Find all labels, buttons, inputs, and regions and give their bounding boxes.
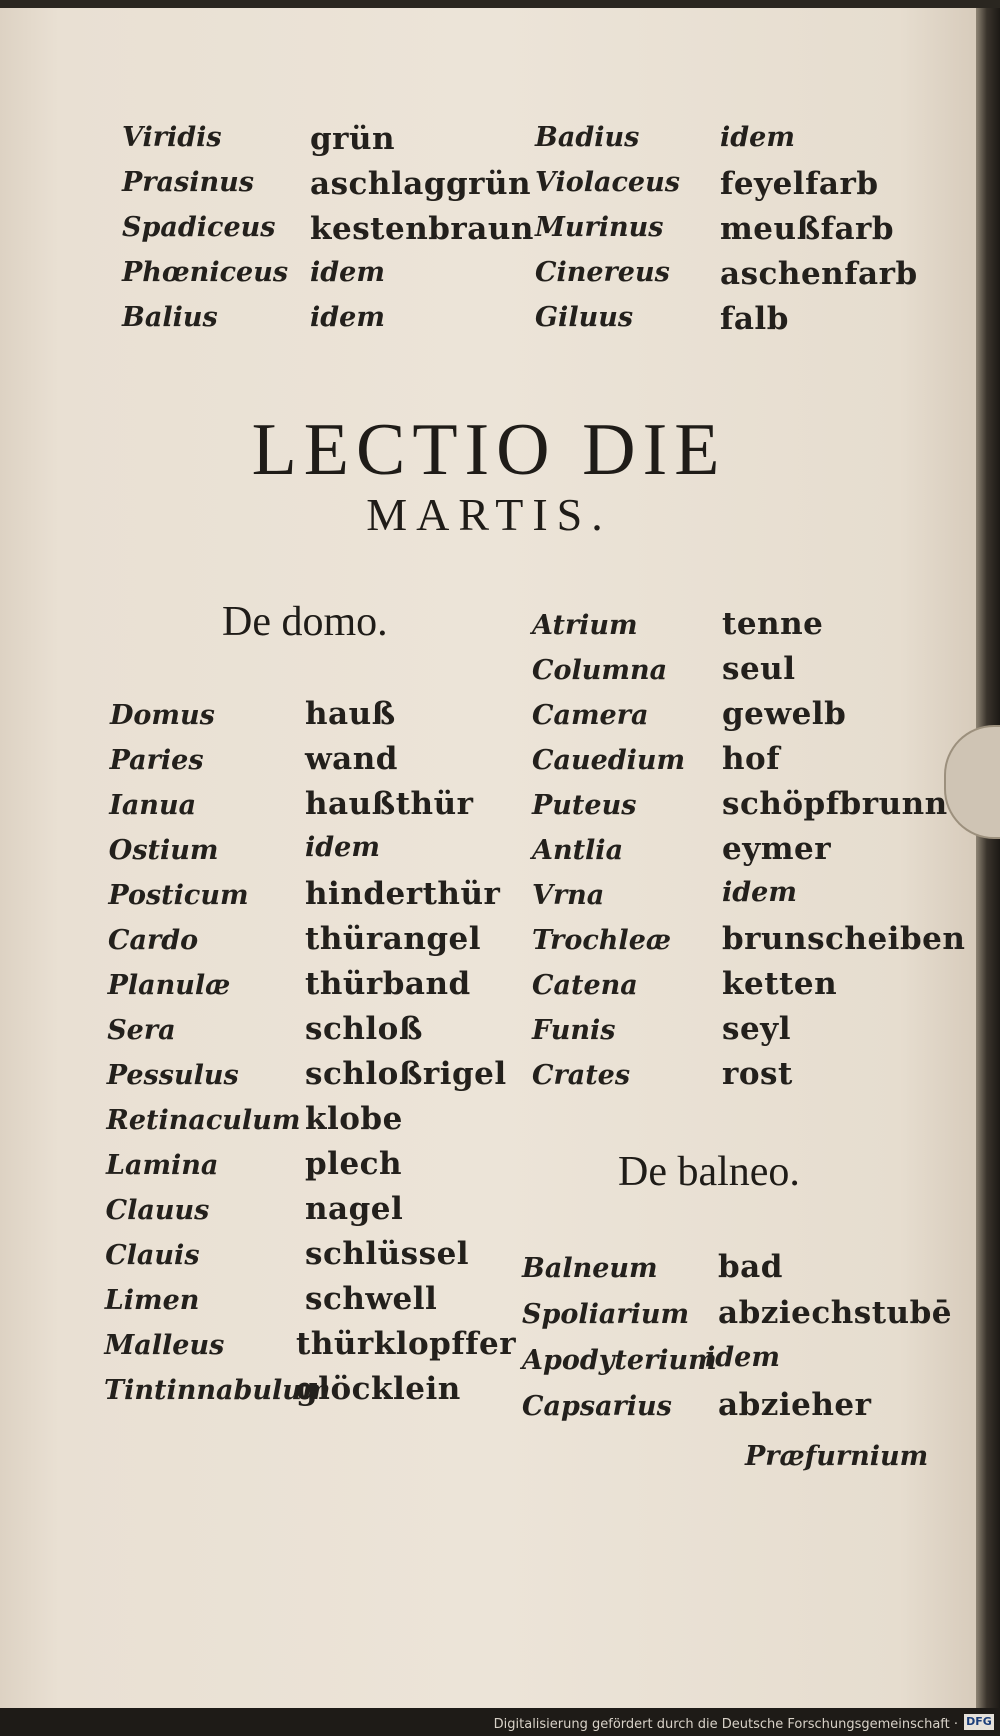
latin-term: Cinereus — [535, 257, 670, 288]
section-heading-domo: De domo. — [222, 599, 388, 645]
latin-term: Retinaculum — [106, 1105, 301, 1136]
latin-term: Spadiceus — [122, 212, 276, 243]
latin-term: Funis — [532, 1015, 616, 1046]
latin-term: Tintinnabulum — [104, 1375, 331, 1406]
german-term: feyelfarb — [720, 166, 879, 202]
german-term: schloßrigel — [305, 1056, 507, 1092]
german-term: plech — [305, 1146, 403, 1182]
german-term: idem — [310, 302, 385, 333]
german-term: schlüssel — [305, 1236, 470, 1272]
latin-term: Cardo — [108, 925, 199, 956]
german-term: abzieher — [718, 1387, 872, 1423]
page-edge — [976, 8, 1000, 1708]
german-term: hauß — [305, 696, 396, 732]
latin-term: Giluus — [535, 302, 634, 333]
german-term: schloß — [305, 1011, 423, 1047]
german-term: grün — [310, 121, 396, 157]
latin-term: Badius — [535, 122, 640, 153]
german-term: tenne — [722, 606, 824, 642]
latin-term: Balius — [122, 302, 218, 333]
latin-term: Lamina — [106, 1150, 219, 1181]
latin-term: Columna — [532, 655, 668, 686]
german-term: wand — [305, 741, 398, 777]
latin-term: Planulæ — [107, 970, 231, 1001]
german-term: thürangel — [305, 921, 482, 957]
german-term: thürband — [305, 966, 471, 1002]
german-term: hof — [722, 741, 781, 777]
latin-term: Murinus — [535, 212, 664, 243]
footer-bar — [0, 1708, 1000, 1736]
latin-term: Camera — [532, 700, 649, 731]
footer-credit: Digitalisierung gefördert durch die Deutsche Forschungsgemeinschaft · — [493, 1717, 958, 1732]
german-term: gewelb — [722, 696, 847, 732]
latin-term: Balneum — [522, 1253, 658, 1284]
latin-term: Crates — [532, 1060, 631, 1091]
catchword: Præfurnium — [745, 1441, 929, 1472]
german-term: brunscheiben — [722, 921, 966, 957]
latin-term: Phœniceus — [122, 257, 289, 288]
german-term: meußfarb — [720, 211, 895, 247]
german-term: aschlaggrün — [310, 166, 532, 202]
latin-term: Spoliarium — [522, 1299, 690, 1330]
latin-term: Vrna — [532, 880, 605, 911]
german-term: thürklopffer — [296, 1326, 517, 1362]
page-subtitle: MARTIS. — [366, 489, 612, 540]
german-term: klobe — [305, 1101, 403, 1137]
german-term: eymer — [722, 831, 832, 867]
german-term: idem — [720, 122, 795, 153]
page-title: LECTIO DIE — [251, 409, 727, 491]
german-term: bad — [718, 1249, 783, 1285]
german-term: ketten — [722, 966, 838, 1002]
latin-term: Capsarius — [522, 1391, 672, 1422]
german-term: rost — [722, 1056, 793, 1092]
latin-term: Catena — [532, 970, 638, 1001]
latin-term: Apodyterium — [522, 1345, 717, 1376]
latin-term: Sera — [107, 1015, 176, 1046]
latin-term: Prasinus — [122, 167, 254, 198]
latin-term: Paries — [109, 745, 204, 776]
german-term: kestenbraun — [310, 211, 534, 247]
dfg-logo: DFG — [964, 1714, 994, 1730]
german-term: idem — [310, 257, 385, 288]
latin-term: Domus — [110, 700, 215, 731]
german-term: seul — [722, 651, 796, 687]
section-heading-balneo: De balneo. — [618, 1149, 800, 1195]
latin-term: Trochleæ — [532, 925, 672, 956]
german-term: idem — [305, 832, 380, 863]
german-term: abziechstubē — [718, 1295, 952, 1331]
latin-term: Malleus — [104, 1330, 225, 1361]
latin-term: Pessulus — [106, 1060, 239, 1091]
german-term: schöpfbrunn — [722, 786, 948, 822]
german-term: aschenfarb — [720, 256, 918, 292]
german-term: falb — [720, 301, 789, 337]
latin-term: Cauedium — [532, 745, 686, 776]
latin-term: Clauus — [105, 1195, 210, 1226]
german-term: idem — [705, 1342, 780, 1373]
latin-term: Clauis — [105, 1240, 200, 1271]
german-term: glöcklein — [296, 1371, 461, 1407]
latin-term: Puteus — [532, 790, 637, 821]
german-term: idem — [722, 877, 797, 908]
latin-term: Antlia — [532, 835, 624, 866]
latin-term: Posticum — [108, 880, 249, 911]
german-term: haußthür — [305, 786, 474, 822]
latin-term: Ostium — [108, 835, 219, 866]
german-term: hinderthür — [305, 876, 501, 912]
latin-term: Viridis — [122, 122, 222, 153]
german-term: nagel — [305, 1191, 404, 1227]
latin-term: Limen — [104, 1285, 200, 1316]
german-term: seyl — [722, 1011, 791, 1047]
latin-term: Ianua — [109, 790, 197, 821]
german-term: schwell — [305, 1281, 438, 1317]
latin-term: Violaceus — [535, 167, 680, 198]
latin-term: Atrium — [532, 610, 638, 641]
